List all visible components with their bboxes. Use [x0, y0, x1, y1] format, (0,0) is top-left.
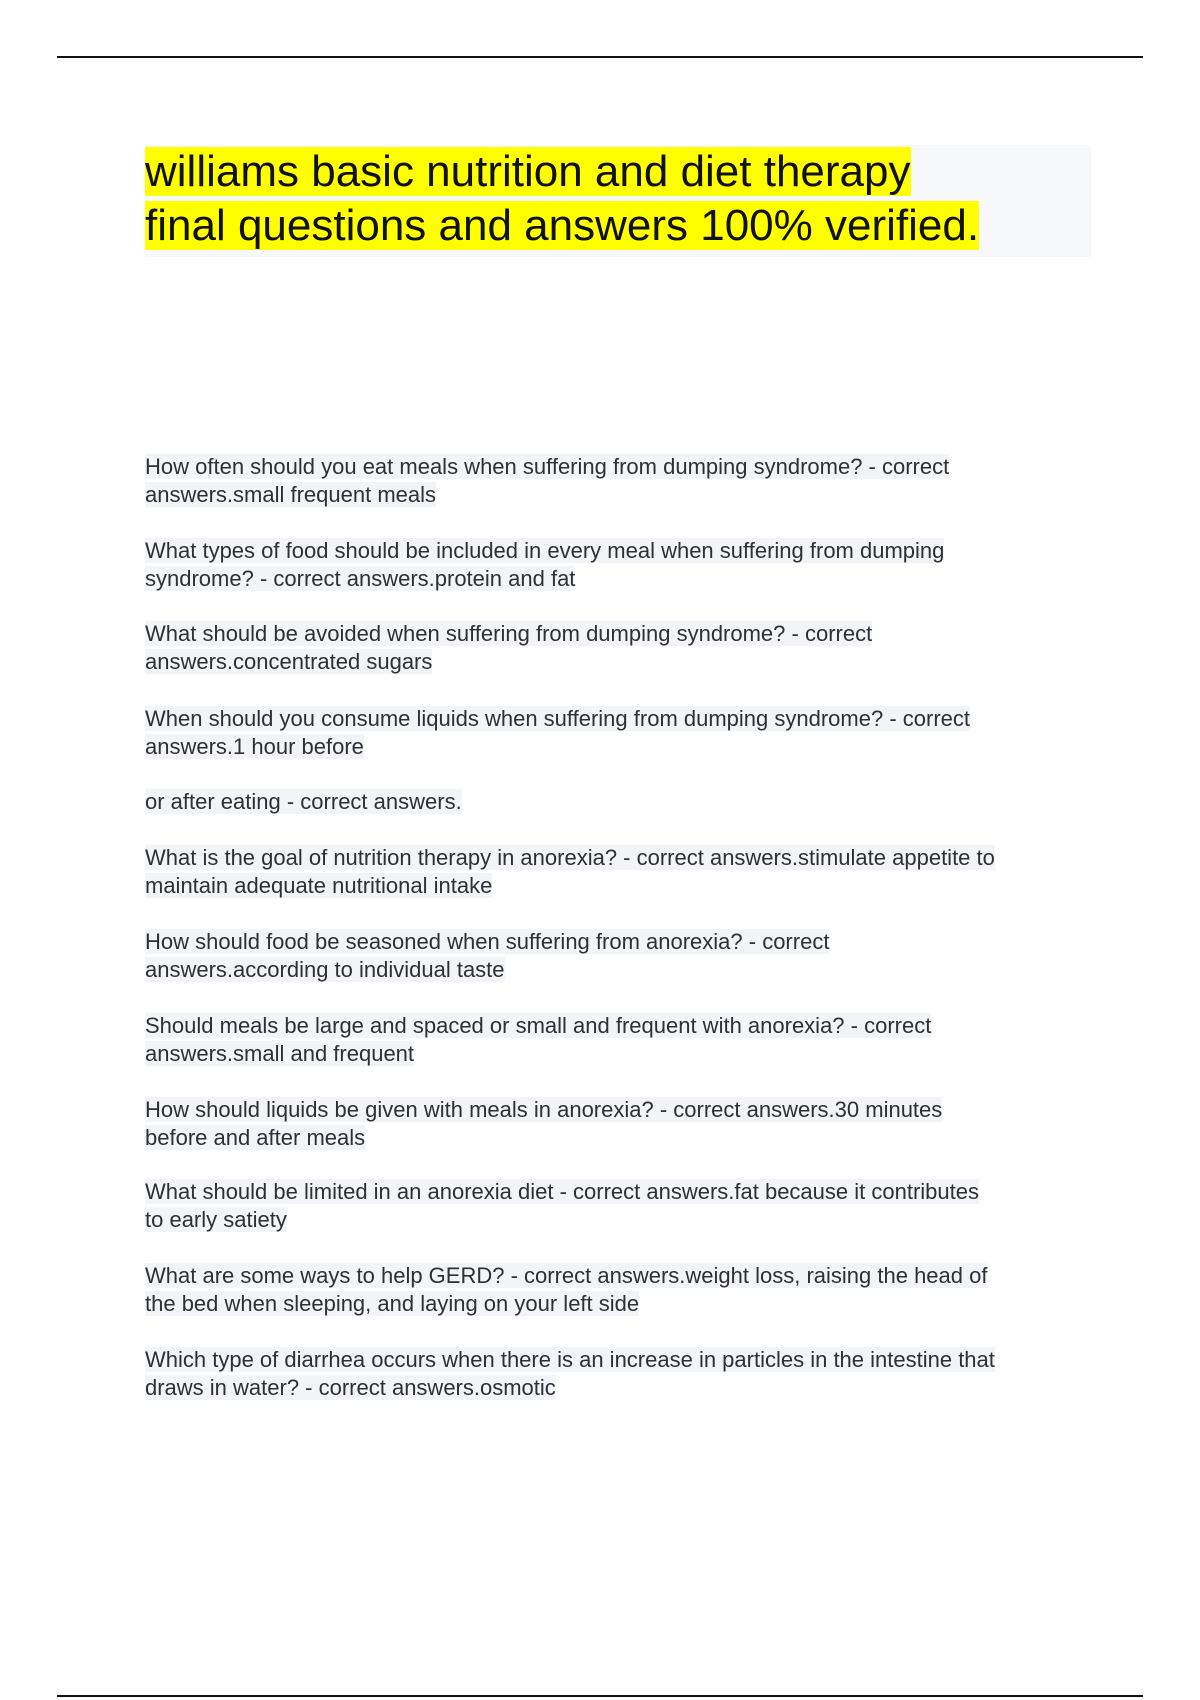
qa-line: What is the goal of nutrition therapy in anorexia? - correct answers.stimulate appetite to: [145, 845, 995, 870]
qa-line: the bed when sleeping, and laying on your left side: [145, 1291, 640, 1316]
qa-item: [145, 705, 1085, 761]
title-line: williams basic nutrition and diet therapy: [145, 147, 911, 196]
qa-item: [145, 1096, 1085, 1152]
qa-item: [145, 788, 1085, 816]
qa-line: When should you consume liquids when suffering from dumping syndrome? - correct: [145, 706, 970, 731]
qa-line: before and after meals: [145, 1125, 366, 1150]
qa-item: [145, 1346, 1085, 1402]
top-rule: [57, 56, 1143, 58]
qa-item: [145, 1178, 1085, 1234]
qa-line: or after eating - correct answers.: [145, 789, 462, 814]
qa-line: How should food be seasoned when suffering from anorexia? - correct: [145, 929, 830, 954]
qa-item: [145, 844, 1085, 900]
qa-line: draws in water? - correct answers.osmotic: [145, 1375, 556, 1400]
qa-line: What are some ways to help GERD? - correct answers.weight loss, raising the head of: [145, 1263, 988, 1288]
qa-line: answers.small frequent meals: [145, 482, 437, 507]
qa-item: [145, 928, 1085, 984]
qa-line: What types of food should be included in every meal when suffering from dumping: [145, 538, 945, 563]
title-line: final questions and answers 100% verified.: [145, 201, 980, 250]
qa-list: [145, 425, 1085, 1402]
qa-item: [145, 620, 1085, 676]
qa-line: to early satiety: [145, 1207, 287, 1232]
title-block: [145, 145, 1091, 257]
qa-line: answers.according to individual taste: [145, 957, 505, 982]
bottom-rule: [57, 1695, 1143, 1697]
qa-line: answers.concentrated sugars: [145, 649, 433, 674]
qa-line: How should liquids be given with meals in anorexia? - correct answers.30 minutes: [145, 1097, 943, 1122]
document-title: [145, 145, 1091, 253]
qa-item: [145, 537, 1085, 593]
qa-line: answers.small and frequent: [145, 1041, 415, 1066]
qa-item: [145, 1012, 1085, 1068]
qa-item: [145, 453, 1085, 509]
qa-line: answers.1 hour before: [145, 734, 364, 759]
qa-line: maintain adequate nutritional intake: [145, 873, 493, 898]
qa-item: [145, 1262, 1085, 1318]
qa-line: What should be limited in an anorexia diet - correct answers.fat because it contributes: [145, 1179, 979, 1204]
qa-line: How often should you eat meals when suffering from dumping syndrome? - correct: [145, 454, 950, 479]
qa-line: Which type of diarrhea occurs when there is an increase in particles in the intestine that: [145, 1347, 995, 1372]
qa-line: What should be avoided when suffering from dumping syndrome? - correct: [145, 621, 873, 646]
qa-line: syndrome? - correct answers.protein and fat: [145, 566, 576, 591]
qa-line: Should meals be large and spaced or small and frequent with anorexia? - correct: [145, 1013, 932, 1038]
